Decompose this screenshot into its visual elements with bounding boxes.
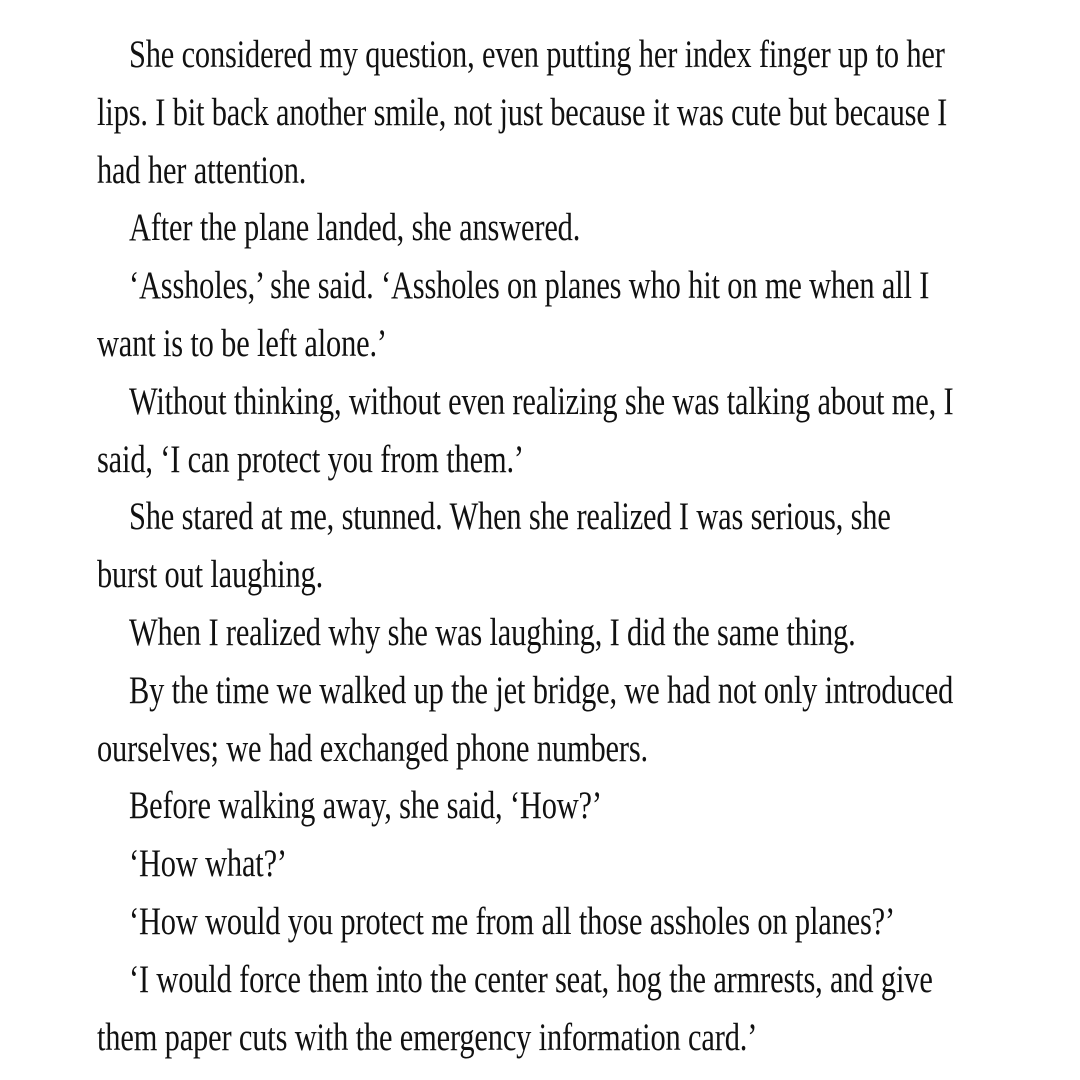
text-line: lips. I bit back another smile, not just because it was cute but because I <box>97 90 948 134</box>
text-line: She considered my question, even putting her index finger up to her <box>128 33 945 76</box>
body-text <box>97 26 997 1066</box>
text-line: When I realized why she was laughing, I did the same thing. <box>128 610 856 654</box>
text-line: had her attention. <box>97 148 307 192</box>
text-line: Without thinking, without even realizing she was talking about me, I <box>128 379 954 423</box>
text-line: ‘How would you protect me from all those assholes on planes?’ <box>128 899 896 943</box>
text-line: ‘How what?’ <box>128 842 287 886</box>
text-line: ourselves; we had exchanged phone numbers. <box>97 726 648 770</box>
text-line: burst out laughing. <box>97 553 324 597</box>
text-line: Before walking away, she said, ‘How?’ <box>128 784 602 828</box>
text-line: them paper cuts with the emergency information card.’ <box>97 1015 758 1059</box>
text-line: ‘I would force them into the center seat, hog the armrests, and give <box>128 957 933 1001</box>
text-line: want is to be left alone.’ <box>97 321 387 365</box>
text-line: She stared at me, stunned. When she realized I was serious, she <box>128 495 891 539</box>
text-line: By the time we walked up the jet bridge, we had not only introduced <box>128 668 954 712</box>
text-line: After the plane landed, she answered. <box>128 206 581 250</box>
text-line: said, ‘I can protect you from them.’ <box>97 437 524 481</box>
text-line: ‘Assholes,’ she said. ‘Assholes on planes who hit on me when all I <box>128 264 930 308</box>
